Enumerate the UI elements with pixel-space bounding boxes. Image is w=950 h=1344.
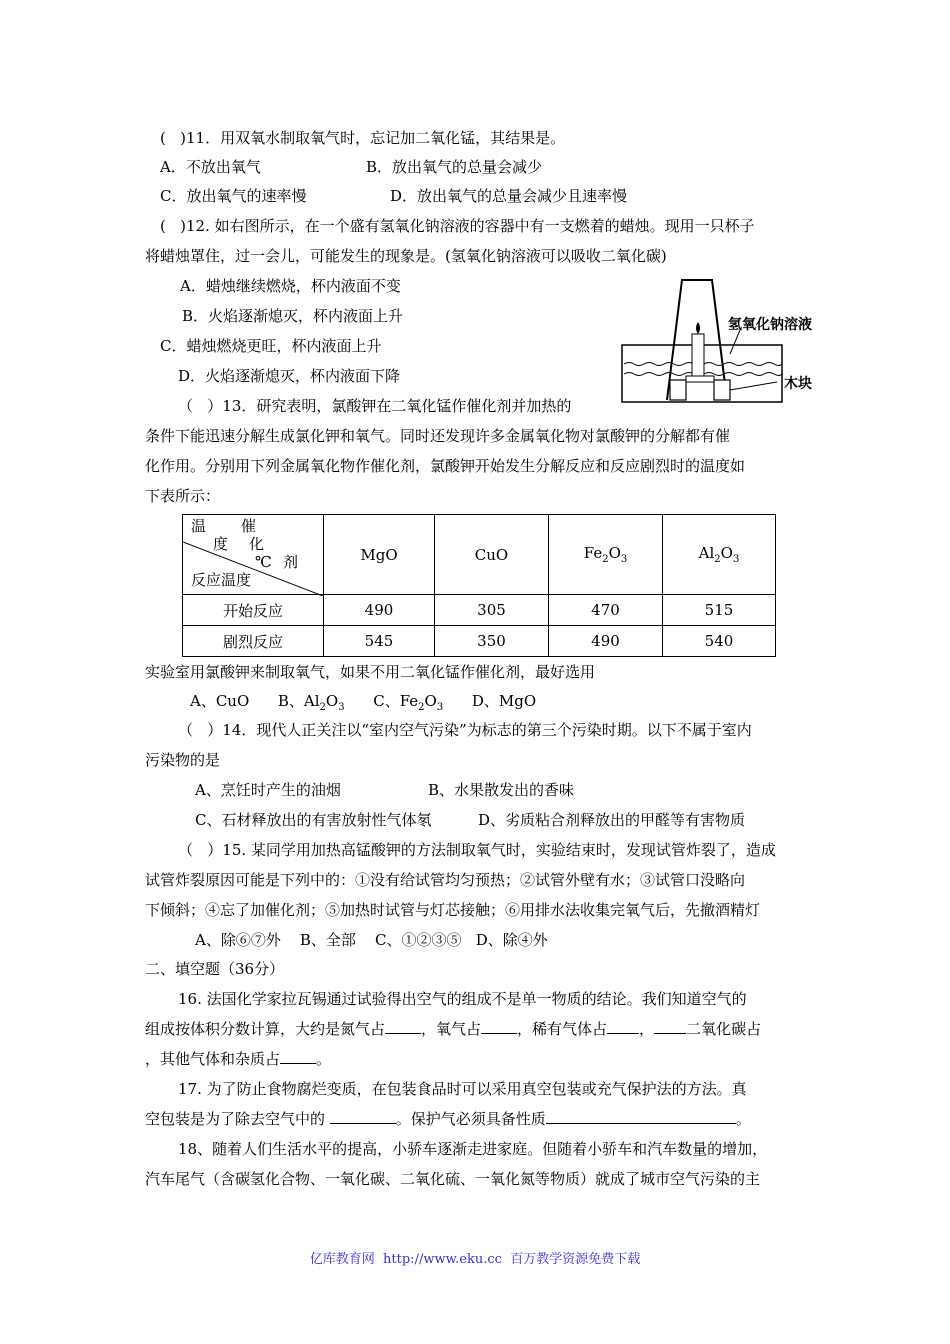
diag-cui: 催 [241,516,257,535]
cell: 490 [549,626,663,657]
diag-ji: 剂 [283,552,299,571]
q17-line1: 17. 为了防止食物腐烂变质，在包装食品时可以采用真空包装或充气保护法的方法。真 [178,1080,747,1098]
col-cuo: CuO [435,515,549,595]
q13-line1: （ ）13．研究表明，氯酸钾在二氧化锰作催化剂并加热的 [178,397,572,415]
blank-nitrogen[interactable] [385,1019,421,1034]
q16-line1: 16. 法国化学家拉瓦锡通过试验得出空气的组成不是单一物质的结论。我们知道空气的 [178,990,747,1008]
q15-line2: 试管炸裂原因可能是下列中的：①没有给试管均匀预热；②试管外壁有水；③试管口没略向 [145,871,746,889]
figure-label-solution: 氢氧化钠溶液 [728,316,812,332]
table-row [183,595,776,626]
q14-option-a: A、烹饪时产生的油烟 [195,781,341,799]
q16-line3: ，其他气体和杂质占 。 [145,1050,332,1068]
q12-option-c: C．蜡烛燃烧更旺，杯内液面上升 [160,337,382,355]
q15-options: A、除⑥⑦外 B、全部 C、①②③⑤ D、除④外 [195,931,548,949]
q18-line2: 汽车尾气（含碳氢化合物、一氧化碳、二氧化硫、一氧化氮等物质）就成了城市空气污染的主 [145,1170,761,1188]
cell: 540 [663,626,776,657]
diag-du: 度 [213,534,229,553]
q15-line1: （ ）15. 某同学用加热高锰酸钾的方法制取氧气时，实验结束时，发现试管炸裂了，造成 [178,841,776,859]
row-label: 开始反应 [183,595,324,626]
q14-option-b: B、水果散发出的香味 [428,781,575,799]
blank-vacuum-purpose[interactable] [330,1109,396,1124]
q12-option-a: A．蜡烛继续燃烧，杯内液面不变 [180,277,401,295]
cell: 515 [663,595,776,626]
q14-line1: （ ）14．现代人正关注以“室内空气污染”为标志的第三个污染时期。以下不属于室内 [178,721,752,739]
q16-line2: 组成按体积分数计算，大约是氮气占 ，氧气占 ，稀有气体占 ， 二氧化碳占 [145,1020,762,1038]
q11-option-a: A．不放出氧气 [160,158,261,176]
q13-line4: 下表所示： [145,487,221,505]
q14-option-d: D、劣质粘合剂释放出的甲醛等有害物质 [478,811,746,829]
blank-oxygen[interactable] [481,1019,517,1034]
cell: 350 [435,626,549,657]
page-footer[interactable]: 亿库教育网 http://www.eku.cc 百万教学资源免费下载 [309,1252,641,1267]
q17-line2: 空包装是为了除去空气中的 。保护气必须具备性质 。 [145,1110,751,1128]
figure-label-block: 木块 [784,375,812,391]
q12-stem-line1: ( )12. 如右图所示，在一个盛有氢氧化钠溶液的容器中有一支燃着的蜡烛。现用一只杯子 [160,217,755,235]
blank-other-gases[interactable] [280,1049,316,1064]
blank-noble-gas[interactable] [607,1019,639,1034]
col-mgo: MgO [324,515,435,595]
cell: 305 [435,595,549,626]
q11-option-c: C．放出氧气的速率慢 [160,187,307,205]
q13-options: A、CuO B、$Al_2O_3$ C、$Fe_2O_3$ D、MgO [190,692,537,713]
table-row [183,626,776,657]
candle-experiment-figure [612,272,822,412]
diag-wen: 温 [191,516,207,535]
q11-option-b: B．放出氧气的总量会减少 [366,158,543,176]
q11-option-d: D．放出氧气的总量会减少且速率慢 [390,187,628,205]
diag-hua: 化 [249,534,265,553]
q13-line2: 条件下能迅速分解生成氯化钾和氧气。同时还发现许多金属氧化物对氯酸钾的分解都有催 [145,427,731,445]
col-fe2o3: $Fe_2O_3$ [549,515,663,595]
q18-line1: 18、随着人们生活水平的提高，小骄车逐渐走进家庭。但随着小骄车和汽车数量的增加， [178,1140,768,1158]
cell: 490 [324,595,435,626]
cell: 545 [324,626,435,657]
col-al2o3: $Al_2O_3$ [663,515,776,595]
catalyst-temperature-table [182,514,776,657]
blank-protective-gas-property[interactable] [546,1109,736,1124]
q15-line3: 下倾斜；④忘了加催化剂；⑤加热时试管与灯芯接触；⑥用排水法收集完氧气后，先撤酒精灯 [145,901,761,919]
q14-line2: 污染物的是 [145,751,221,769]
q14-option-c: C、石材释放出的有害放射性气体氡 [195,811,432,829]
q13-line3: 化作用。分别用下列金属氧化物作催化剂，氯酸钾开始发生分解反应和反应剧烈时的温度如 [145,457,746,475]
q11-stem: ( )11．用双氧水制取氧气时，忘记加二氧化锰，其结果是。 [160,129,566,147]
q13-after: 实验室用氯酸钾来制取氧气，如果不用二氧化锰作催化剂，最好选用 [145,663,596,681]
table-diagonal-header [183,515,324,595]
q12-option-b: B．火焰逐渐熄灭，杯内液面上升 [182,307,404,325]
diag-unit: ℃ [255,552,272,571]
diag-row-label: 反应温度 [191,570,252,589]
blank-co2[interactable] [654,1019,686,1034]
cell: 470 [549,595,663,626]
section-heading: 二、填空题（36分） [145,960,285,978]
q12-stem-line2: 将蜡烛罩住，过一会儿，可能发生的现象是。(氢氧化钠溶液可以吸收二氧化碳) [145,247,667,265]
row-label: 剧烈反应 [183,626,324,657]
q12-option-d: D．火焰逐渐熄灭，杯内液面下降 [178,367,401,385]
